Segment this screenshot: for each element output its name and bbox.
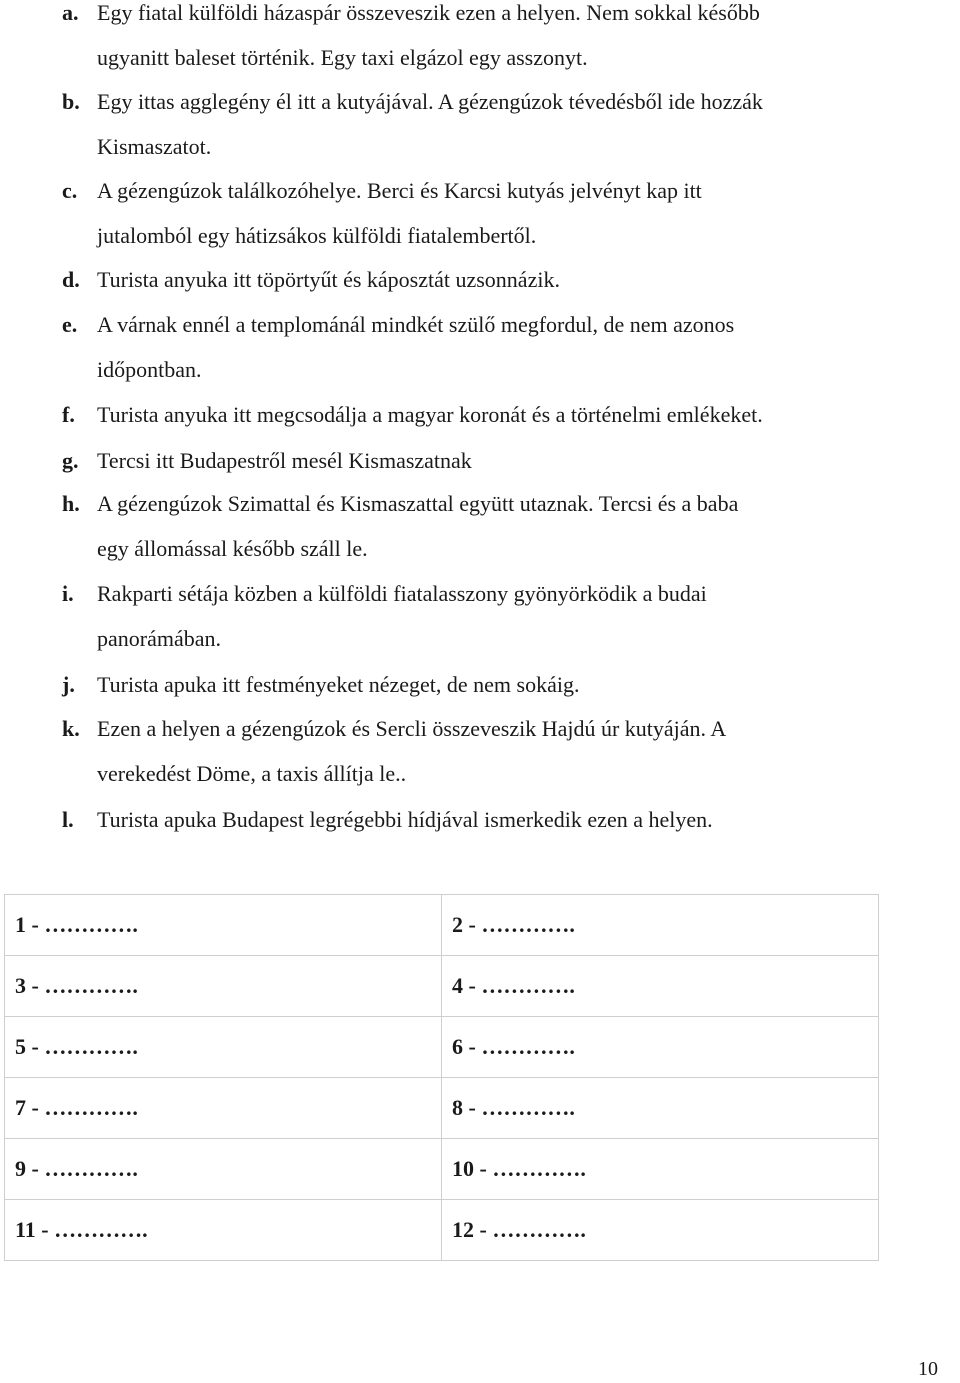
item-letter: j. (62, 672, 75, 697)
table-row (5, 956, 879, 1017)
item-text: Rakparti sétája közben a külföldi fiatalasszony gyönyörködik a budai panorámában. (97, 581, 707, 651)
answer-cell[interactable]: 5 - …………. (5, 1017, 442, 1078)
table-row (5, 1139, 879, 1200)
item-letter: k. (62, 716, 80, 741)
item-text: Turista apuka itt festményeket nézeget, de nem sokáig. (97, 672, 580, 697)
item-text: A gézengúzok Szimattal és Kismaszattal együtt utaznak. Tercsi és a baba egy állomással később száll le. (97, 491, 739, 561)
item-text: Tercsi itt Budapestről mesél Kismaszatnak (97, 448, 472, 473)
answer-cell[interactable]: 10 - …………. (442, 1139, 879, 1200)
item-letter: c. (62, 178, 78, 203)
page-number: 10 (918, 1358, 938, 1380)
item-text: Turista anyuka itt töpörtyűt és káposztát uzsonnázik. (97, 267, 560, 292)
item-letter: b. (62, 89, 80, 114)
item-letter: l. (62, 807, 74, 832)
item-letter: i. (62, 581, 74, 606)
answer-cell[interactable]: 4 - …………. (442, 956, 879, 1017)
item-text: Turista apuka Budapest legrégebbi hídjával ismerkedik ezen a helyen. (97, 807, 713, 832)
table-row (5, 895, 879, 956)
answer-cell[interactable]: 12 - …………. (442, 1200, 879, 1261)
table-row (5, 1017, 879, 1078)
item-letter: g. (62, 448, 79, 473)
item-text: Ezen a helyen a gézengúzok és Sercli összeveszik Hajdú úr kutyáján. A verekedést Döme, a taxis állítja le.. (97, 716, 727, 786)
answer-cell[interactable]: 3 - …………. (5, 956, 442, 1017)
answer-cell[interactable]: 2 - …………. (442, 895, 879, 956)
answer-cell[interactable]: 8 - …………. (442, 1078, 879, 1139)
item-letter: e. (62, 312, 78, 337)
answer-cell[interactable]: 9 - …………. (5, 1139, 442, 1200)
table-row (5, 1200, 879, 1261)
answer-cell[interactable]: 11 - …………. (5, 1200, 442, 1261)
item-letter: a. (62, 0, 79, 25)
answer-table (4, 894, 879, 1261)
item-letter: f. (62, 402, 75, 427)
table-row (5, 1078, 879, 1139)
item-text: Turista anyuka itt megcsodálja a magyar koronát és a történelmi emlékeket. (97, 402, 763, 427)
answer-cell[interactable]: 6 - …………. (442, 1017, 879, 1078)
item-letter: d. (62, 267, 80, 292)
item-text: A gézengúzok találkozóhelye. Berci és Karcsi kutyás jelvényt kap itt jutalomból egy hátizsákos külföldi fiatalembertől. (97, 178, 702, 248)
item-text: Egy fiatal külföldi házaspár összeveszik ezen a helyen. Nem sokkal később ugyanitt baleset történik. Egy taxi elgázol egy asszonyt. (97, 0, 760, 70)
answer-cell[interactable]: 7 - …………. (5, 1078, 442, 1139)
item-text: A várnak ennél a templománál mindkét szülő megfordul, de nem azonos időpontban. (97, 312, 735, 382)
answer-cell[interactable]: 1 - …………. (5, 895, 442, 956)
item-letter: h. (62, 491, 80, 516)
item-text: Egy ittas agglegény él itt a kutyájával. A gézengúzok tévedésből ide hozzák Kismaszatot. (97, 89, 763, 159)
